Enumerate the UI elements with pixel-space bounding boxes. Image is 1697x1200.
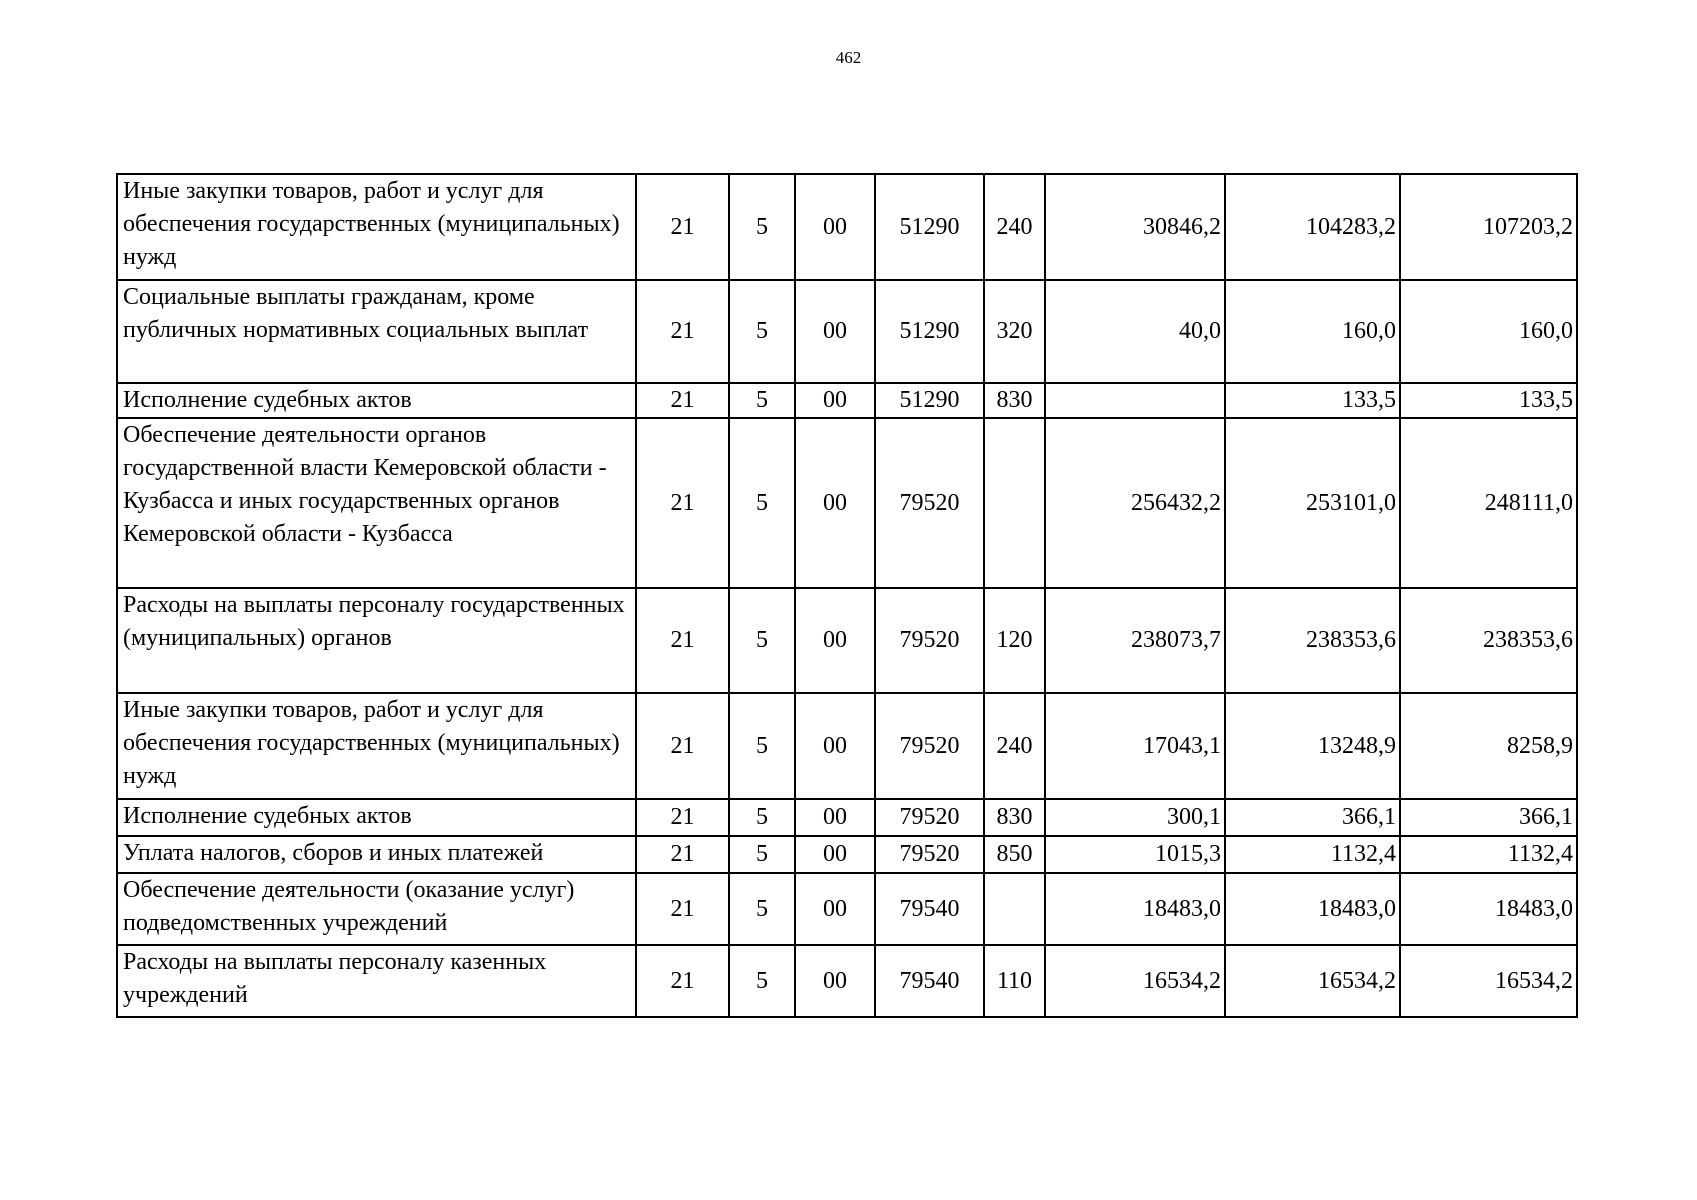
amount-cell: 300,1 — [1045, 799, 1225, 836]
expense-name: Иные закупки товаров, работ и услуг для обеспечения государственных (муниципальных) нужд — [117, 174, 636, 280]
code-cell: 79520 — [875, 588, 984, 693]
amount-cell: 107203,2 — [1400, 174, 1577, 280]
code-cell: 51290 — [875, 280, 984, 383]
code-cell: 21 — [636, 174, 729, 280]
amount-cell: 1132,4 — [1225, 836, 1400, 873]
code-cell: 830 — [984, 799, 1045, 836]
amount-cell — [1045, 383, 1225, 418]
code-cell: 240 — [984, 174, 1045, 280]
code-cell: 21 — [636, 836, 729, 873]
code-cell: 5 — [729, 799, 795, 836]
code-cell: 21 — [636, 799, 729, 836]
code-cell: 00 — [795, 383, 875, 418]
expense-name: Расходы на выплаты персоналу государственных (муниципальных) органов — [117, 588, 636, 693]
expense-name: Социальные выплаты гражданам, кроме публичных нормативных социальных выплат — [117, 280, 636, 383]
table-row — [117, 873, 1577, 945]
expense-name: Исполнение судебных актов — [117, 799, 636, 836]
code-cell — [984, 418, 1045, 588]
amount-cell: 16534,2 — [1225, 945, 1400, 1017]
expense-name: Обеспечение деятельности органов государственной власти Кемеровской области - Кузбасса и иных государственных органов Кемеровской области - Кузбасса — [117, 418, 636, 588]
code-cell: 120 — [984, 588, 1045, 693]
code-cell: 79520 — [875, 693, 984, 799]
amount-cell: 238073,7 — [1045, 588, 1225, 693]
code-cell: 21 — [636, 693, 729, 799]
code-cell: 5 — [729, 280, 795, 383]
code-cell: 79520 — [875, 836, 984, 873]
code-cell: 320 — [984, 280, 1045, 383]
code-cell: 79540 — [875, 945, 984, 1017]
table-row — [117, 945, 1577, 1017]
code-cell: 21 — [636, 873, 729, 945]
amount-cell: 18483,0 — [1045, 873, 1225, 945]
amount-cell: 256432,2 — [1045, 418, 1225, 588]
amount-cell: 1015,3 — [1045, 836, 1225, 873]
amount-cell: 133,5 — [1225, 383, 1400, 418]
expense-name: Обеспечение деятельности (оказание услуг) подведомственных учреждений — [117, 873, 636, 945]
amount-cell: 366,1 — [1400, 799, 1577, 836]
code-cell: 21 — [636, 945, 729, 1017]
code-cell: 00 — [795, 280, 875, 383]
code-cell: 00 — [795, 873, 875, 945]
amount-cell: 17043,1 — [1045, 693, 1225, 799]
code-cell: 51290 — [875, 383, 984, 418]
code-cell: 21 — [636, 588, 729, 693]
code-cell: 51290 — [875, 174, 984, 280]
budget-table — [116, 173, 1578, 1018]
amount-cell: 18483,0 — [1400, 873, 1577, 945]
expense-name: Исполнение судебных актов — [117, 383, 636, 418]
code-cell: 5 — [729, 693, 795, 799]
amount-cell: 133,5 — [1400, 383, 1577, 418]
code-cell: 5 — [729, 174, 795, 280]
expense-name: Иные закупки товаров, работ и услуг для обеспечения государственных (муниципальных) нужд — [117, 693, 636, 799]
code-cell: 5 — [729, 873, 795, 945]
amount-cell: 104283,2 — [1225, 174, 1400, 280]
code-cell: 00 — [795, 799, 875, 836]
code-cell — [984, 873, 1045, 945]
amount-cell: 16534,2 — [1400, 945, 1577, 1017]
table-row — [117, 588, 1577, 693]
amount-cell: 18483,0 — [1225, 873, 1400, 945]
code-cell: 110 — [984, 945, 1045, 1017]
code-cell: 5 — [729, 588, 795, 693]
amount-cell: 30846,2 — [1045, 174, 1225, 280]
table-row — [117, 280, 1577, 383]
code-cell: 21 — [636, 383, 729, 418]
code-cell: 21 — [636, 418, 729, 588]
code-cell: 850 — [984, 836, 1045, 873]
expense-name: Уплата налогов, сборов и иных платежей — [117, 836, 636, 873]
table-row — [117, 693, 1577, 799]
amount-cell: 40,0 — [1045, 280, 1225, 383]
code-cell: 21 — [636, 280, 729, 383]
table-row — [117, 174, 1577, 280]
code-cell: 00 — [795, 836, 875, 873]
code-cell: 79520 — [875, 418, 984, 588]
code-cell: 240 — [984, 693, 1045, 799]
amount-cell: 253101,0 — [1225, 418, 1400, 588]
code-cell: 00 — [795, 418, 875, 588]
table-row — [117, 383, 1577, 418]
code-cell: 5 — [729, 945, 795, 1017]
code-cell: 830 — [984, 383, 1045, 418]
amount-cell: 16534,2 — [1045, 945, 1225, 1017]
code-cell: 00 — [795, 174, 875, 280]
amount-cell: 366,1 — [1225, 799, 1400, 836]
amount-cell: 238353,6 — [1225, 588, 1400, 693]
amount-cell: 160,0 — [1225, 280, 1400, 383]
code-cell: 5 — [729, 418, 795, 588]
amount-cell: 8258,9 — [1400, 693, 1577, 799]
amount-cell: 160,0 — [1400, 280, 1577, 383]
table-row — [117, 836, 1577, 873]
amount-cell: 248111,0 — [1400, 418, 1577, 588]
code-cell: 79540 — [875, 873, 984, 945]
table-row — [117, 418, 1577, 588]
code-cell: 79520 — [875, 799, 984, 836]
code-cell: 5 — [729, 836, 795, 873]
page-number: 462 — [835, 48, 862, 67]
amount-cell: 238353,6 — [1400, 588, 1577, 693]
code-cell: 00 — [795, 588, 875, 693]
code-cell: 00 — [795, 693, 875, 799]
table-row — [117, 799, 1577, 836]
amount-cell: 13248,9 — [1225, 693, 1400, 799]
code-cell: 00 — [795, 945, 875, 1017]
expense-name: Расходы на выплаты персоналу казенных учреждений — [117, 945, 636, 1017]
code-cell: 5 — [729, 383, 795, 418]
amount-cell: 1132,4 — [1400, 836, 1577, 873]
